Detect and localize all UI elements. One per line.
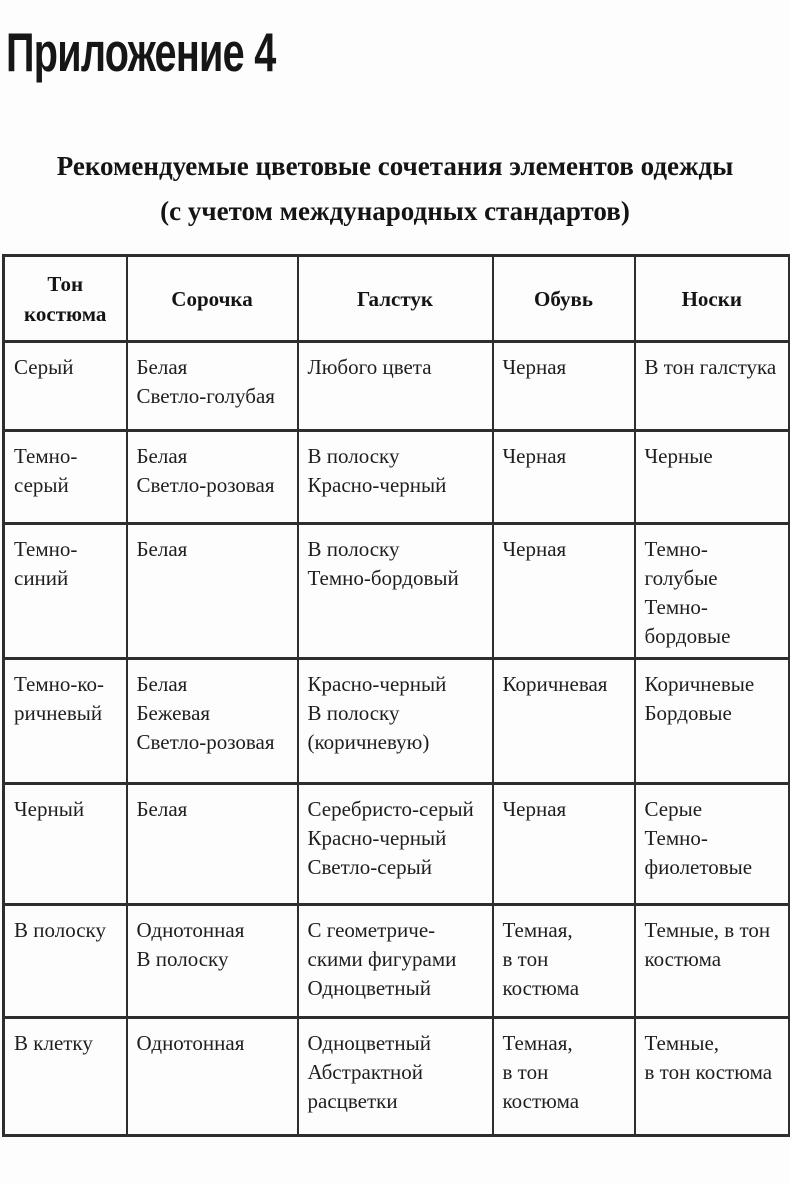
cell-shirt: Белая Светло-розовая — [127, 431, 298, 524]
doc-subtitle-line1: Рекомендуемые цветовые сочетания элементов одежды — [56, 151, 734, 182]
header-suit-tone: Тон костюма — [4, 256, 127, 342]
cell-shirt: Однотонная — [127, 1018, 298, 1136]
cell-suit: В клетку — [4, 1018, 127, 1136]
cell-shoes: Черная — [493, 431, 635, 524]
cell-shoes: Черная — [493, 784, 635, 905]
table-row-checkered — [4, 1018, 790, 1136]
cell-suit: Черный — [4, 784, 127, 905]
table-row-dark-brown — [4, 659, 790, 784]
header-shoes: Обувь — [493, 256, 635, 342]
cell-tie: Одноцветный Абстрактной расцветки — [298, 1018, 493, 1136]
cell-suit: Темно-ко- ричневый — [4, 659, 127, 784]
cell-socks: Темные, в тон костюма — [635, 905, 790, 1018]
cell-tie: В полоску Красно-черный — [298, 431, 493, 524]
cell-shirt: Белая — [127, 524, 298, 659]
cell-socks: Коричневые Бордовые — [635, 659, 790, 784]
cell-socks: Серые Темно- фиолетовые — [635, 784, 790, 905]
cell-tie: С геометриче- скими фигурами Одноцветный — [298, 905, 493, 1018]
table-header-row — [4, 256, 790, 342]
table-row-dark-gray — [4, 431, 790, 524]
cell-socks: Темные, в тон костюма — [635, 1018, 790, 1136]
cell-shoes: Темная, в тон костюма — [493, 1018, 635, 1136]
cell-shoes: Черная — [493, 342, 635, 431]
cell-suit: В полоску — [4, 905, 127, 1018]
cell-suit: Темно- синий — [4, 524, 127, 659]
table-row-dark-blue — [4, 524, 790, 659]
cell-suit: Серый — [4, 342, 127, 431]
table-row-gray — [4, 342, 790, 431]
header-shirt: Сорочка — [127, 256, 298, 342]
table-row-black — [4, 784, 790, 905]
cell-shoes: Темная, в тон костюма — [493, 905, 635, 1018]
cell-socks: Темно- голубые Темно- бордовые — [635, 524, 790, 659]
clothing-color-table — [2, 254, 790, 1137]
cell-shirt: Белая Светло-голубая — [127, 342, 298, 431]
cell-shoes: Черная — [493, 524, 635, 659]
cell-tie: В полоску Темно-бордовый — [298, 524, 493, 659]
doc-subtitle — [0, 144, 790, 234]
cell-tie: Серебристо-серый Красно-черный Светло-серый — [298, 784, 493, 905]
cell-shirt: Белая Бежевая Светло-розовая — [127, 659, 298, 784]
cell-shirt: Однотонная В полоску — [127, 905, 298, 1018]
cell-suit: Темно- серый — [4, 431, 127, 524]
document-page — [0, 21, 790, 1185]
header-tie: Галстук — [298, 256, 493, 342]
cell-socks: В тон галстука — [635, 342, 790, 431]
cell-tie: Красно-черный В полоску (коричневую) — [298, 659, 493, 784]
header-socks: Носки — [635, 256, 790, 342]
page-title: Приложение 4 — [6, 21, 276, 83]
cell-shirt: Белая — [127, 784, 298, 905]
cell-shoes: Коричневая — [493, 659, 635, 784]
doc-subtitle-line2: (с учетом международных стандартов) — [160, 196, 630, 227]
cell-socks: Черные — [635, 431, 790, 524]
cell-tie: Любого цвета — [298, 342, 493, 431]
table-row-striped — [4, 905, 790, 1018]
